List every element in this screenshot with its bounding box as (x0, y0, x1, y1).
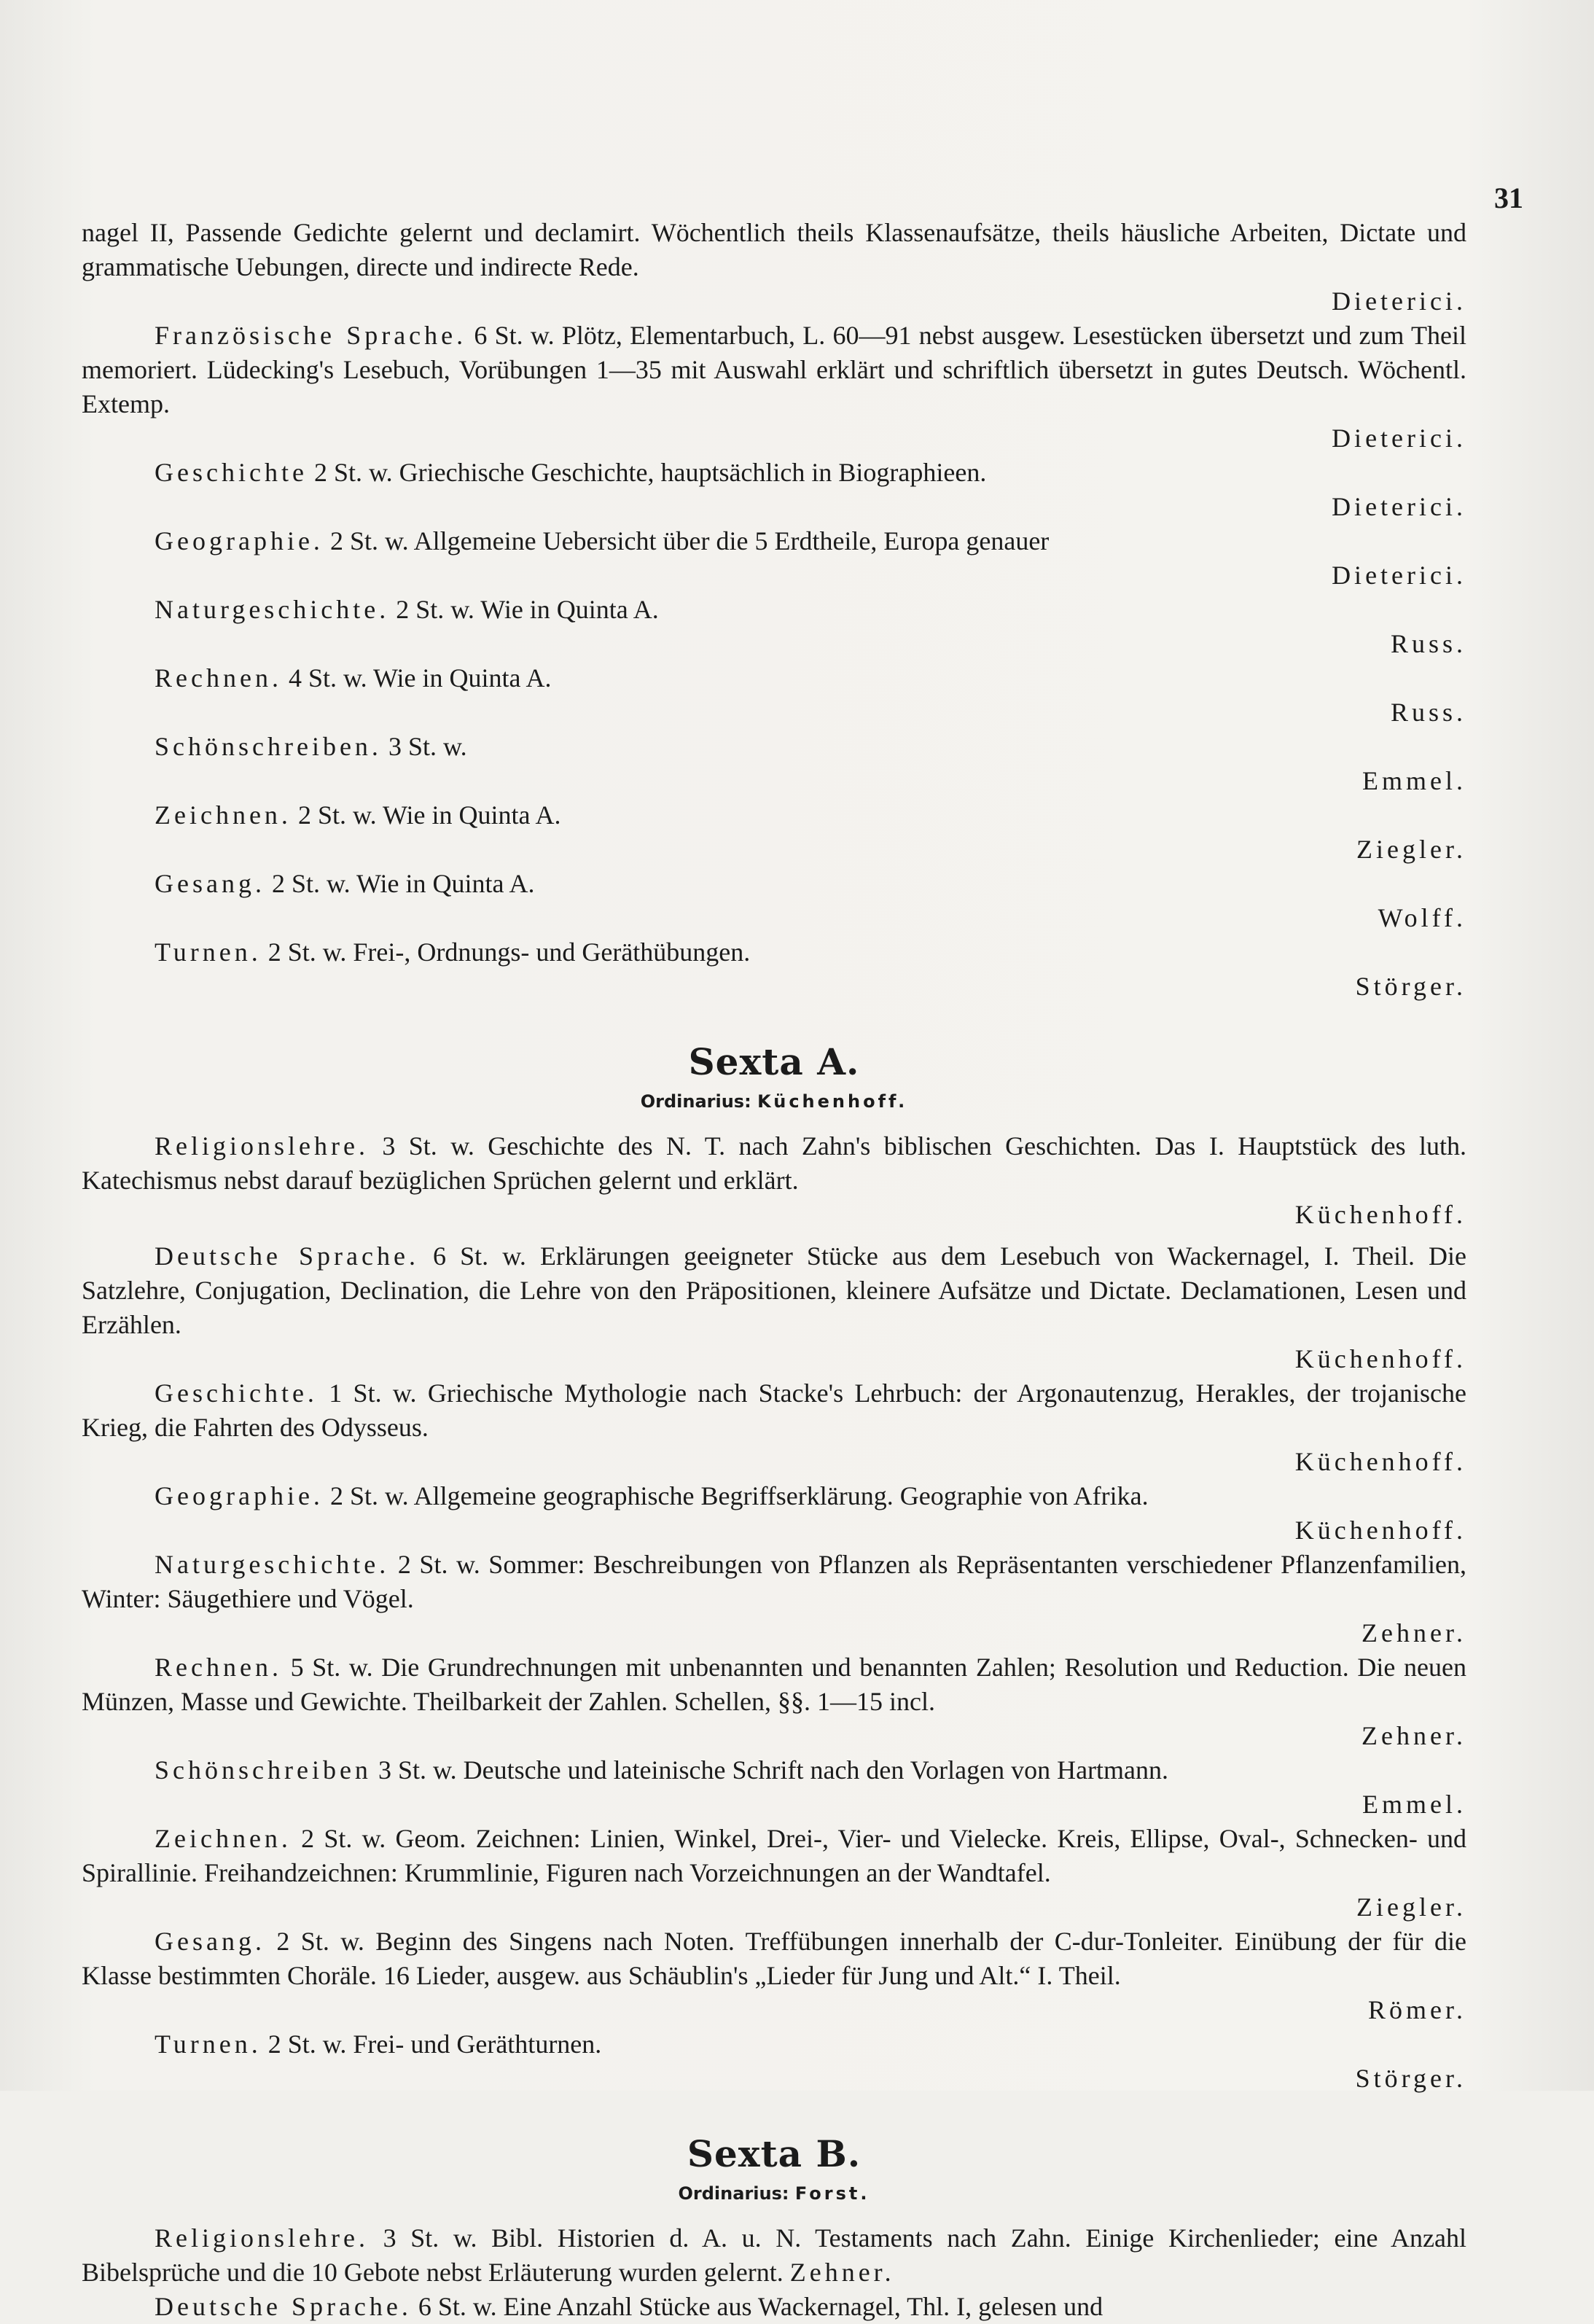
subject-name: Französische Sprache. (155, 321, 467, 350)
subject-text: 3 St. w. (388, 732, 467, 761)
subject-text: 2 St. w. Allgemeine Uebersicht über die 5 Erdtheile, Europa genauer (329, 526, 1050, 555)
subject-text: 4 St. w. Wie in Quinta A. (288, 663, 552, 693)
subject-text: 2 St. w. Allgemeine geographische Begriffserklärung. Geographie von Afrika. (329, 1481, 1149, 1510)
teacher-name: Ziegler. (1356, 1892, 1466, 1922)
paragraph (82, 216, 1466, 319)
teacher-name: Russ. (1390, 629, 1466, 658)
teacher-name: Dieterici. (1332, 561, 1466, 590)
teacher-name: Küchenhoff. (1294, 1344, 1466, 1373)
ordinarius-name: Küchenhoff. (757, 1091, 908, 1112)
subject-text: 6 St. w. Plötz, Elementarbuch, L. 60—91 nebst ausgew. Lesestücken übersetzt und zum Theil memoriert. Lüdecking's Lesebuch, Vorübungen 1—35 mit Auswahl erklärt und schriftlich übersetzt in gutes Deutsch. Wöchentl. Extemp. (82, 321, 1466, 418)
subject-name: Turnen. (155, 2029, 262, 2059)
subject-entry (82, 2290, 1466, 2324)
subject-entry (82, 1753, 1466, 1822)
teacher-name: Russ. (1390, 698, 1466, 727)
subject-text: 2 St. w. Wie in Quinta A. (297, 800, 561, 830)
teacher-name: Wolff. (1378, 903, 1466, 932)
subject-text: 3 St. w. Geschichte des N. T. nach Zahn's biblischen Geschichten. Das I. Hauptstück des luth. Katechismus nebst darauf bezüglichen Sprüchen gelernt und erklärt. (82, 1131, 1467, 1195)
teacher-name: Küchenhoff. (1294, 1516, 1466, 1545)
subject-text: 2 St. w. Sommer: Beschreibungen von Pflanzen als Repräsentanten verschiedener Pflanzenfamilien, Winter: Säugethiere und Vögel. (82, 1550, 1466, 1613)
ordinarius-label: Ordinarius: (640, 1091, 751, 1112)
teacher-name: Küchenhoff. (1294, 1447, 1466, 1476)
subject-entry (82, 593, 1466, 661)
teacher-name: Küchenhoff. (1294, 1200, 1466, 1229)
subject-text: 2 St. w. Griechische Geschichte, hauptsächlich in Biographieen. (313, 458, 987, 487)
subject-entry (82, 798, 1466, 867)
teacher-name: Dieterici. (1332, 492, 1466, 521)
subject-text: 2 St. w. Frei- und Geräthturnen. (267, 2029, 602, 2059)
subject-text: 6 St. w. Eine Anzahl Stücke aus Wackernagel, Thl. I, gelesen und (418, 2292, 1103, 2321)
page-text (82, 216, 1466, 2324)
subject-name: Deutsche Sprache. (155, 2292, 412, 2321)
subject-name: Zeichnen. (155, 800, 292, 830)
subject-entry (82, 1925, 1466, 2027)
teacher-name: Zehner. (1361, 1618, 1466, 1648)
subject-name: Rechnen. (155, 1653, 282, 1682)
subject-name: Geographie. (155, 526, 324, 555)
subject-name: Turnen. (155, 937, 262, 967)
subject-name: Naturgeschichte. (155, 595, 390, 624)
subject-text: 6 St. w. Erklärungen geeigneter Stücke aus dem Lesebuch von Wackernagel, I. Theil. Die Satzlehre, Conjugation, Declination, die Lehre von den Präpositionen, kleinere Aufsätze und Dictate. Declamationen, Lesen und Erzählen. (82, 1241, 1466, 1339)
subject-name: Gesang. (155, 1927, 265, 1956)
teacher-name: Zehner. (789, 2258, 895, 2287)
section-heading-sexta-b: Sexta B. (687, 2132, 862, 2175)
subject-text: 5 St. w. Die Grundrechnungen mit unbenannten und benannten Zahlen; Resolution und Reduction. Die neuen Münzen, Masse und Gewichte. Theilbarkeit der Zahlen. Schellen, §§. 1—15 incl. (82, 1653, 1466, 1716)
subject-entry (82, 2027, 1466, 2096)
page-number: 31 (1494, 182, 1523, 214)
subject-name: Schönschreiben. (155, 732, 382, 761)
subject-entry (82, 1650, 1466, 1753)
subject-entry (82, 1376, 1466, 1479)
teacher-name: Römer. (1368, 1995, 1466, 2024)
subject-text: 2 St. w. Frei-, Ordnungs- und Geräthübungen. (267, 937, 751, 967)
subject-entry (82, 1822, 1466, 1925)
subject-entry (82, 1129, 1466, 1232)
subject-name: Schönschreiben (155, 1755, 372, 1785)
subject-entry (82, 2221, 1466, 2290)
subject-text: 2 St. w. Wie in Quinta A. (271, 869, 535, 898)
subject-name: Gesang. (155, 869, 265, 898)
subject-text: 1 St. w. Griechische Mythologie nach Stacke's Lehrbuch: der Argonautenzug, Herakles, der trojanische Krieg, die Fahrten des Odysseus. (82, 1379, 1466, 1442)
subject-text: 3 St. w. Deutsche und lateinische Schrift nach den Vorlagen von Hartmann. (378, 1755, 1169, 1785)
teacher-name: Störger. (1355, 2064, 1466, 2093)
subject-name: Geschichte (155, 458, 308, 487)
teacher-name: Ziegler. (1356, 835, 1466, 864)
subject-text: 2 St. w. Wie in Quinta A. (396, 595, 659, 624)
section-heading-sexta-a: Sexta A. (688, 1040, 860, 1083)
subject-entry (82, 524, 1466, 593)
paragraph-text: nagel II, Passende Gedichte gelernt und declamirt. Wöchentlich theils Klassenaufsätze, theils häusliche Arbeiten, Dictate und grammatische Uebungen, directe und indirecte Rede. (82, 218, 1466, 281)
subject-text: 2 St. w. Beginn des Singens nach Noten. Treffübungen innerhalb der C-dur-Tonleiter. Einübung der für die Klasse bestimmten Choräle. 16 Lieder, ausgew. aus Schäublin's „Lieder für Jung und Alt.“ I. Theil. (82, 1927, 1466, 1990)
teacher-name: Dieterici. (1332, 424, 1466, 453)
subject-entry (82, 867, 1466, 935)
ordinarius-label: Ordinarius: (678, 2183, 789, 2204)
subject-text: 3 St. w. Bibl. Historien d. A. u. N. Testaments nach Zahn. Einige Kirchenlieder; eine Anzahl Bibelsprüche und die 10 Gebote nebst Erläuterung wurden gelernt. (82, 2223, 1467, 2287)
ordinarius-name: Forst. (794, 2183, 870, 2204)
teacher-name: Dieterici. (1332, 286, 1466, 316)
teacher-name: Emmel. (1362, 1790, 1466, 1819)
subject-entry (82, 661, 1466, 730)
subject-name: Religionslehre. (155, 2223, 369, 2253)
teacher-name: Störger. (1355, 972, 1466, 1001)
subject-entry (82, 1239, 1466, 1376)
subject-name: Naturgeschichte. (155, 1550, 390, 1579)
subject-name: Rechnen. (155, 663, 282, 693)
subject-entry (82, 456, 1466, 524)
subject-name: Religionslehre. (155, 1131, 369, 1161)
teacher-name: Zehner. (1361, 1721, 1466, 1750)
ordinarius-line (82, 2179, 1466, 2208)
subject-entry (82, 1479, 1466, 1548)
subject-entry (82, 730, 1466, 798)
subject-entry (82, 319, 1466, 456)
subject-name: Zeichnen. (155, 1824, 292, 1853)
subject-name: Deutsche Sprache. (155, 1241, 419, 1271)
subject-entry (82, 935, 1466, 1004)
ordinarius-line (82, 1087, 1466, 1116)
subject-name: Geographie. (155, 1481, 324, 1510)
subject-entry (82, 1548, 1466, 1650)
subject-text: 2 St. w. Geom. Zeichnen: Linien, Winkel, Drei-, Vier- und Vielecke. Kreis, Ellipse, Oval-, Schnecken- und Spirallinie. Freihandzeichnen: Krummlinie, Figuren nach Vorzeichnungen an der Wandtafel. (82, 1824, 1467, 1887)
teacher-name: Emmel. (1362, 766, 1466, 795)
subject-name: Geschichte. (155, 1379, 318, 1408)
